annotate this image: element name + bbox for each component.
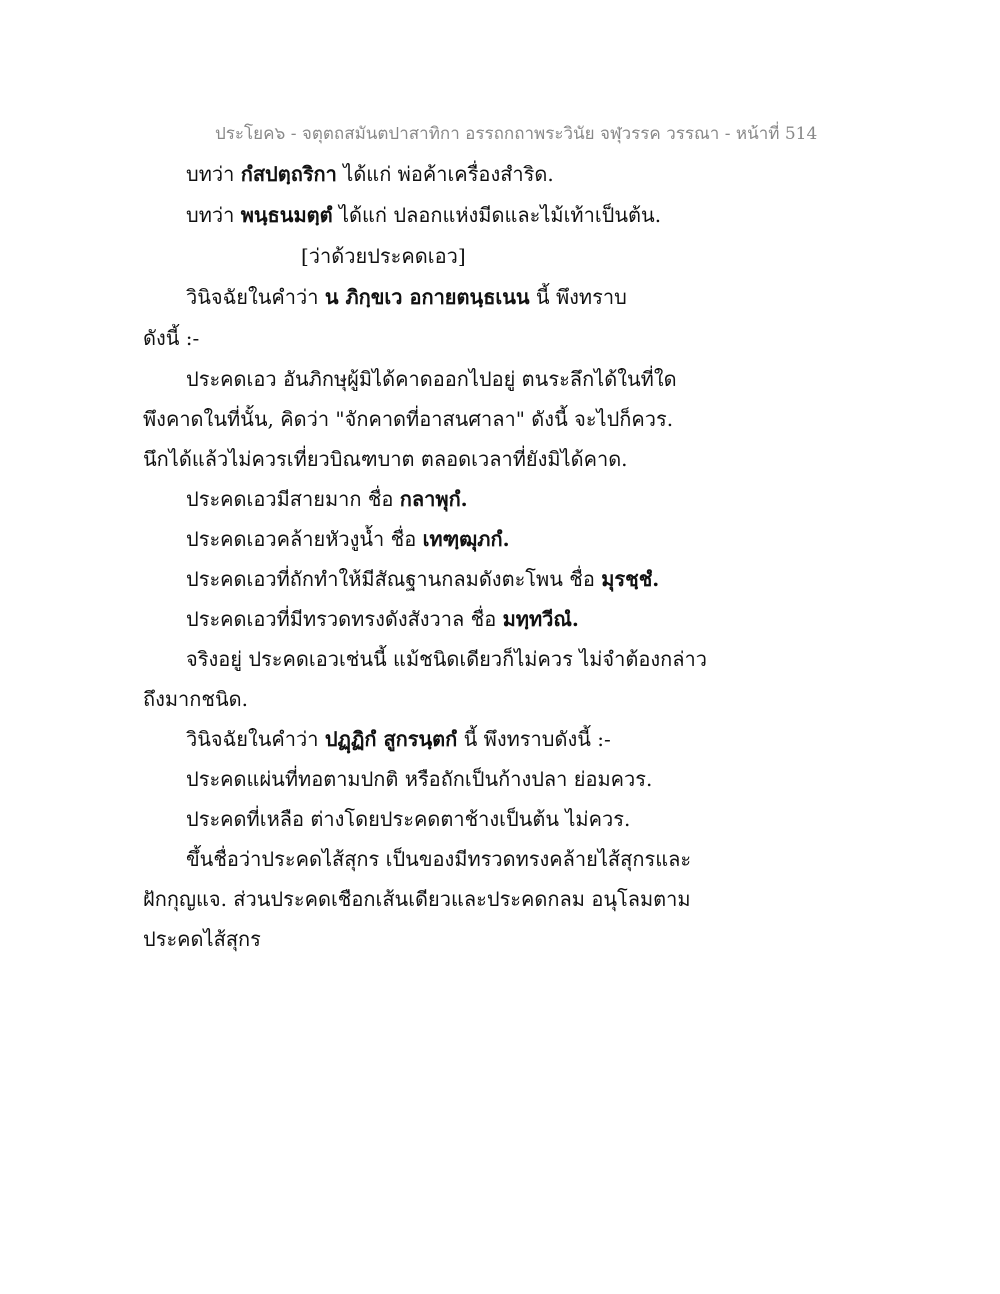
text-line (186, 160, 554, 188)
pali-term: เทฑฺฒุภกํ. (422, 527, 510, 551)
text-line: ดังนี้ :- (143, 326, 200, 350)
pali-term: กลาพุกํ. (399, 487, 468, 511)
line-text: นี้ พึงทราบดังนี้ :- (457, 727, 611, 751)
text-line (186, 605, 579, 633)
line-text: ได้แก่ ปลอกแห่งมีดและไม้เท้าเป็นต้น. (332, 203, 662, 227)
line-text: บทว่า (186, 203, 241, 227)
pali-term: กํสปตฺถริกา (240, 162, 337, 186)
pali-term: ปฏฺฏิกํ สูกรนฺตกํ (324, 727, 458, 751)
text-line: นึกได้แล้วไม่ควรเที่ยวบิณฑบาต ตลอดเวลาที่ยังมิได้คาด. (143, 447, 628, 471)
text-line: ฝักกุญแจ. ส่วนประคดเชือกเส้นเดียวและประคดกลม อนุโลมตาม (143, 887, 691, 911)
text-line (186, 485, 468, 513)
line-text: ได้แก่ พ่อค้าเครื่องสำริด. (336, 162, 554, 186)
page-header: ประโยค๖ - จตุตถสมันตปาสาทิกา อรรถกถาพระวินัย จฬุวรรค วรรณา - หน้าที่ 514 (215, 124, 818, 144)
text-line (186, 525, 510, 553)
text-line: พึงคาดในที่นั้น, คิดว่า "จักคาดที่อาสนศาลา" ดังนี้ จะไปก็ควร. (143, 407, 674, 431)
text-line: ประคดที่เหลือ ต่างโดยประคดตาช้างเป็นต้น ไม่ควร. (186, 807, 631, 831)
text-line: ขึ้นชื่อว่าประคดไส้สุกร เป็นของมีทรวดทรงคล้ายไส้สุกรและ (186, 847, 692, 871)
line-text: ประคดเอวที่ถักทำให้มีสัณฐานกลมดังตะโพน ชื่อ (186, 567, 602, 591)
text-line (186, 725, 611, 753)
pali-term: พนฺธนมตฺตํ (240, 203, 333, 227)
line-text: วินิจฉัยในคำว่า (186, 727, 325, 751)
text-line (186, 283, 627, 311)
line-text: บทว่า (186, 162, 241, 186)
section-heading: [ว่าด้วยประคดเอว] (301, 244, 466, 268)
line-text: ประคดเอวคล้ายหัวงูน้ำ ชื่อ (186, 527, 423, 551)
line-text: ประคดเอวมีสายมาก ชื่อ (186, 487, 400, 511)
text-line: ประคดแผ่นที่ทอตามปกติ หรือถักเป็นก้างปลา ย่อมควร. (186, 767, 653, 791)
text-line (186, 565, 659, 593)
line-text: วินิจฉัยในคำว่า (186, 285, 325, 309)
pali-term: มทฺทวีณํ. (502, 607, 579, 631)
text-line: ถึงมากชนิด. (143, 687, 248, 711)
pali-term: มุรชฺชํ. (601, 567, 660, 591)
text-line: ประคดเอว อันภิกษุผู้มิได้คาดออกไปอยู่ ตนระลึกได้ในที่ใด (186, 367, 677, 391)
text-line: จริงอยู่ ประคดเอวเช่นนี้ แม้ชนิดเดียวก็ไม่ควร ไม่จำต้องกล่าว (186, 647, 707, 671)
text-line: ประคดไส้สุกร (143, 927, 261, 951)
pali-term: น ภิกฺขเว อกายตนฺธเนน (324, 285, 530, 309)
line-text: ประคดเอวที่มีทรวดทรงดังสังวาล ชื่อ (186, 607, 503, 631)
line-text: นี้ พึงทราบ (529, 285, 627, 309)
text-line (186, 201, 661, 229)
